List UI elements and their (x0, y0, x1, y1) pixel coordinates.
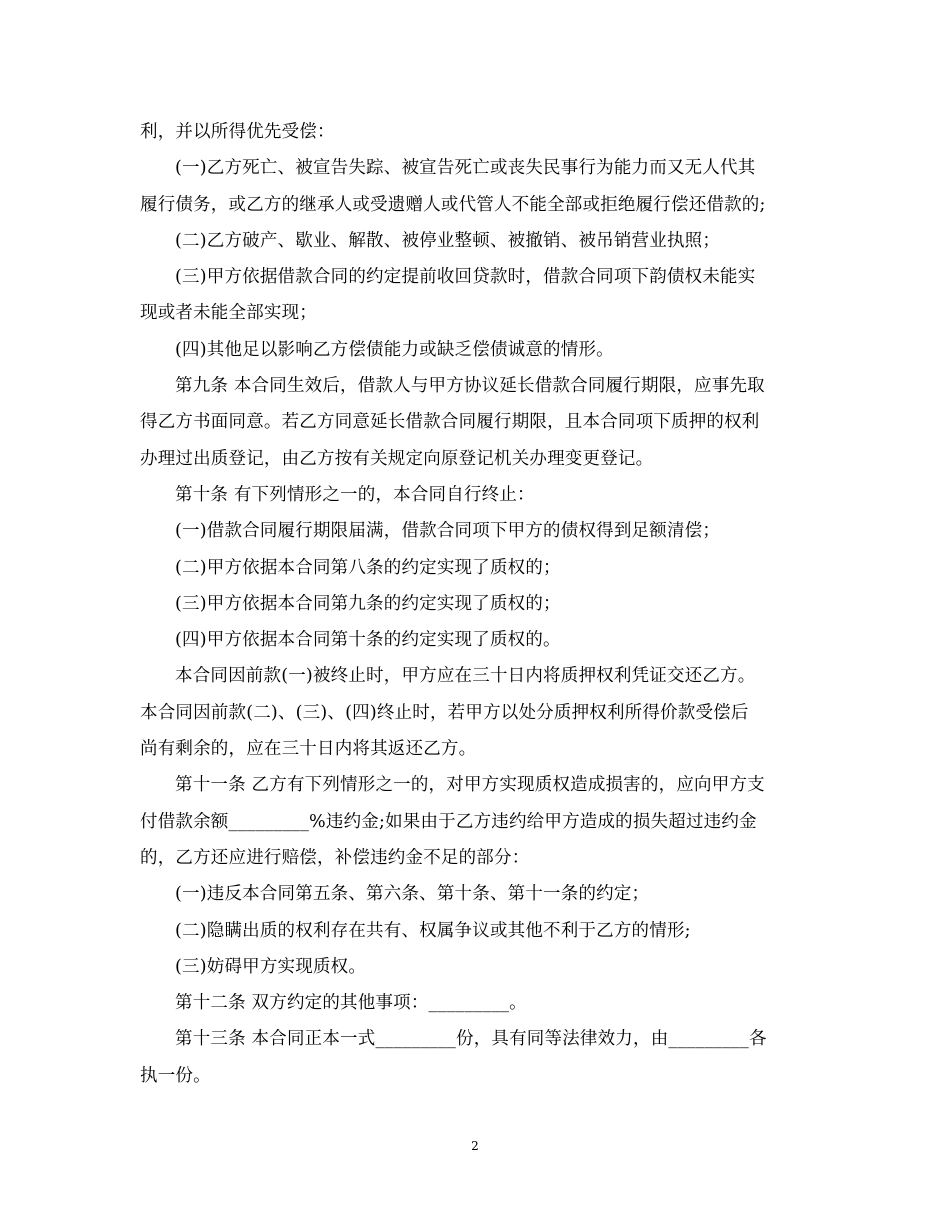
paragraph-line: (三)妨碍甲方实现质权。 (175, 956, 367, 977)
paragraph-line: 履行债务，或乙方的继承人或受遗赠人或代管人不能全部或拒绝履行偿还借款的; (140, 194, 766, 215)
paragraph-line: 第十条 有下列情形之一的，本合同自行终止： (175, 484, 535, 505)
paragraph-line: 的，乙方还应进行赔偿，补偿违约金不足的部分： (140, 847, 530, 868)
paragraph-line: 现或者未能全部实现； (140, 303, 317, 324)
document-body (140, 114, 810, 1094)
paragraph-line: 得乙方书面同意。若乙方同意延长借款合同履行期限，且本合同项下质押的权利 (140, 412, 760, 433)
paragraph-line: (二)乙方破产、歇业、解散、被停业整顿、被撤销、被吊销营业执照； (175, 230, 721, 251)
paragraph-line: (四)甲方依据本合同第十条的约定实现了质权的。 (175, 630, 561, 651)
paragraph-line: (二)隐瞒出质的权利存在共有、权属争议或其他不利于乙方的情形; (175, 920, 691, 941)
paragraph-line: (三)甲方依据借款合同的约定提前收回贷款时，借款合同项下韵债权未能实 (175, 267, 756, 288)
paragraph-line: 第十二条 双方约定的其他事项：_________。 (175, 993, 527, 1014)
paragraph-line: (二)甲方依据本合同第八条的约定实现了质权的； (175, 557, 561, 578)
paragraph-line: 第十一条 乙方有下列情形之一的，对甲方实现质权造成损害的，应向甲方支 (175, 775, 765, 796)
paragraph-line: (一)乙方死亡、被宣告失踪、被宣告死亡或丧失民事行为能力而又无人代其 (175, 158, 756, 179)
paragraph-line: 执一份。 (140, 1065, 211, 1086)
paragraph-line: 本合同因前款(一)被终止时，甲方应在三十日内将质押权利凭证交还乙方。 (175, 666, 756, 687)
paragraph-line: (一)违反本合同第五条、第六条、第十条、第十一条的约定； (175, 884, 650, 905)
paragraph-line: 尚有剩余的，应在三十日内将其返还乙方。 (140, 739, 477, 760)
paragraph-line: 付借款余额_________%违约金;如果由于乙方违约给甲方造成的损失超过违约金 (140, 811, 757, 832)
paragraph-line: (四)其他足以影响乙方偿债能力或缺乏偿债诚意的情形。 (175, 339, 614, 360)
paragraph-line: (三)甲方依据本合同第九条的约定实现了质权的； (175, 593, 561, 614)
paragraph-line: 利，并以所得优先受偿： (140, 122, 335, 142)
paragraph-line: 本合同因前款(二)、(三)、(四)终止时，若甲方以处分质押权利所得价款受偿后 (140, 702, 749, 723)
page-number: 2 (471, 1139, 479, 1153)
paragraph-line: 第九条 本合同生效后，借款人与甲方协议延长借款合同履行期限，应事先取 (175, 376, 765, 397)
paragraph-line: (一)借款合同履行期限届满，借款合同项下甲方的债权得到足额清偿； (175, 521, 721, 542)
paragraph-line: 第十三条 本合同正本一式_________份，具有同等法律效力，由_________各 (175, 1029, 767, 1050)
paragraph-line: 办理过出质登记，由乙方按有关规定向原登记机关办理变更登记。 (140, 448, 654, 469)
